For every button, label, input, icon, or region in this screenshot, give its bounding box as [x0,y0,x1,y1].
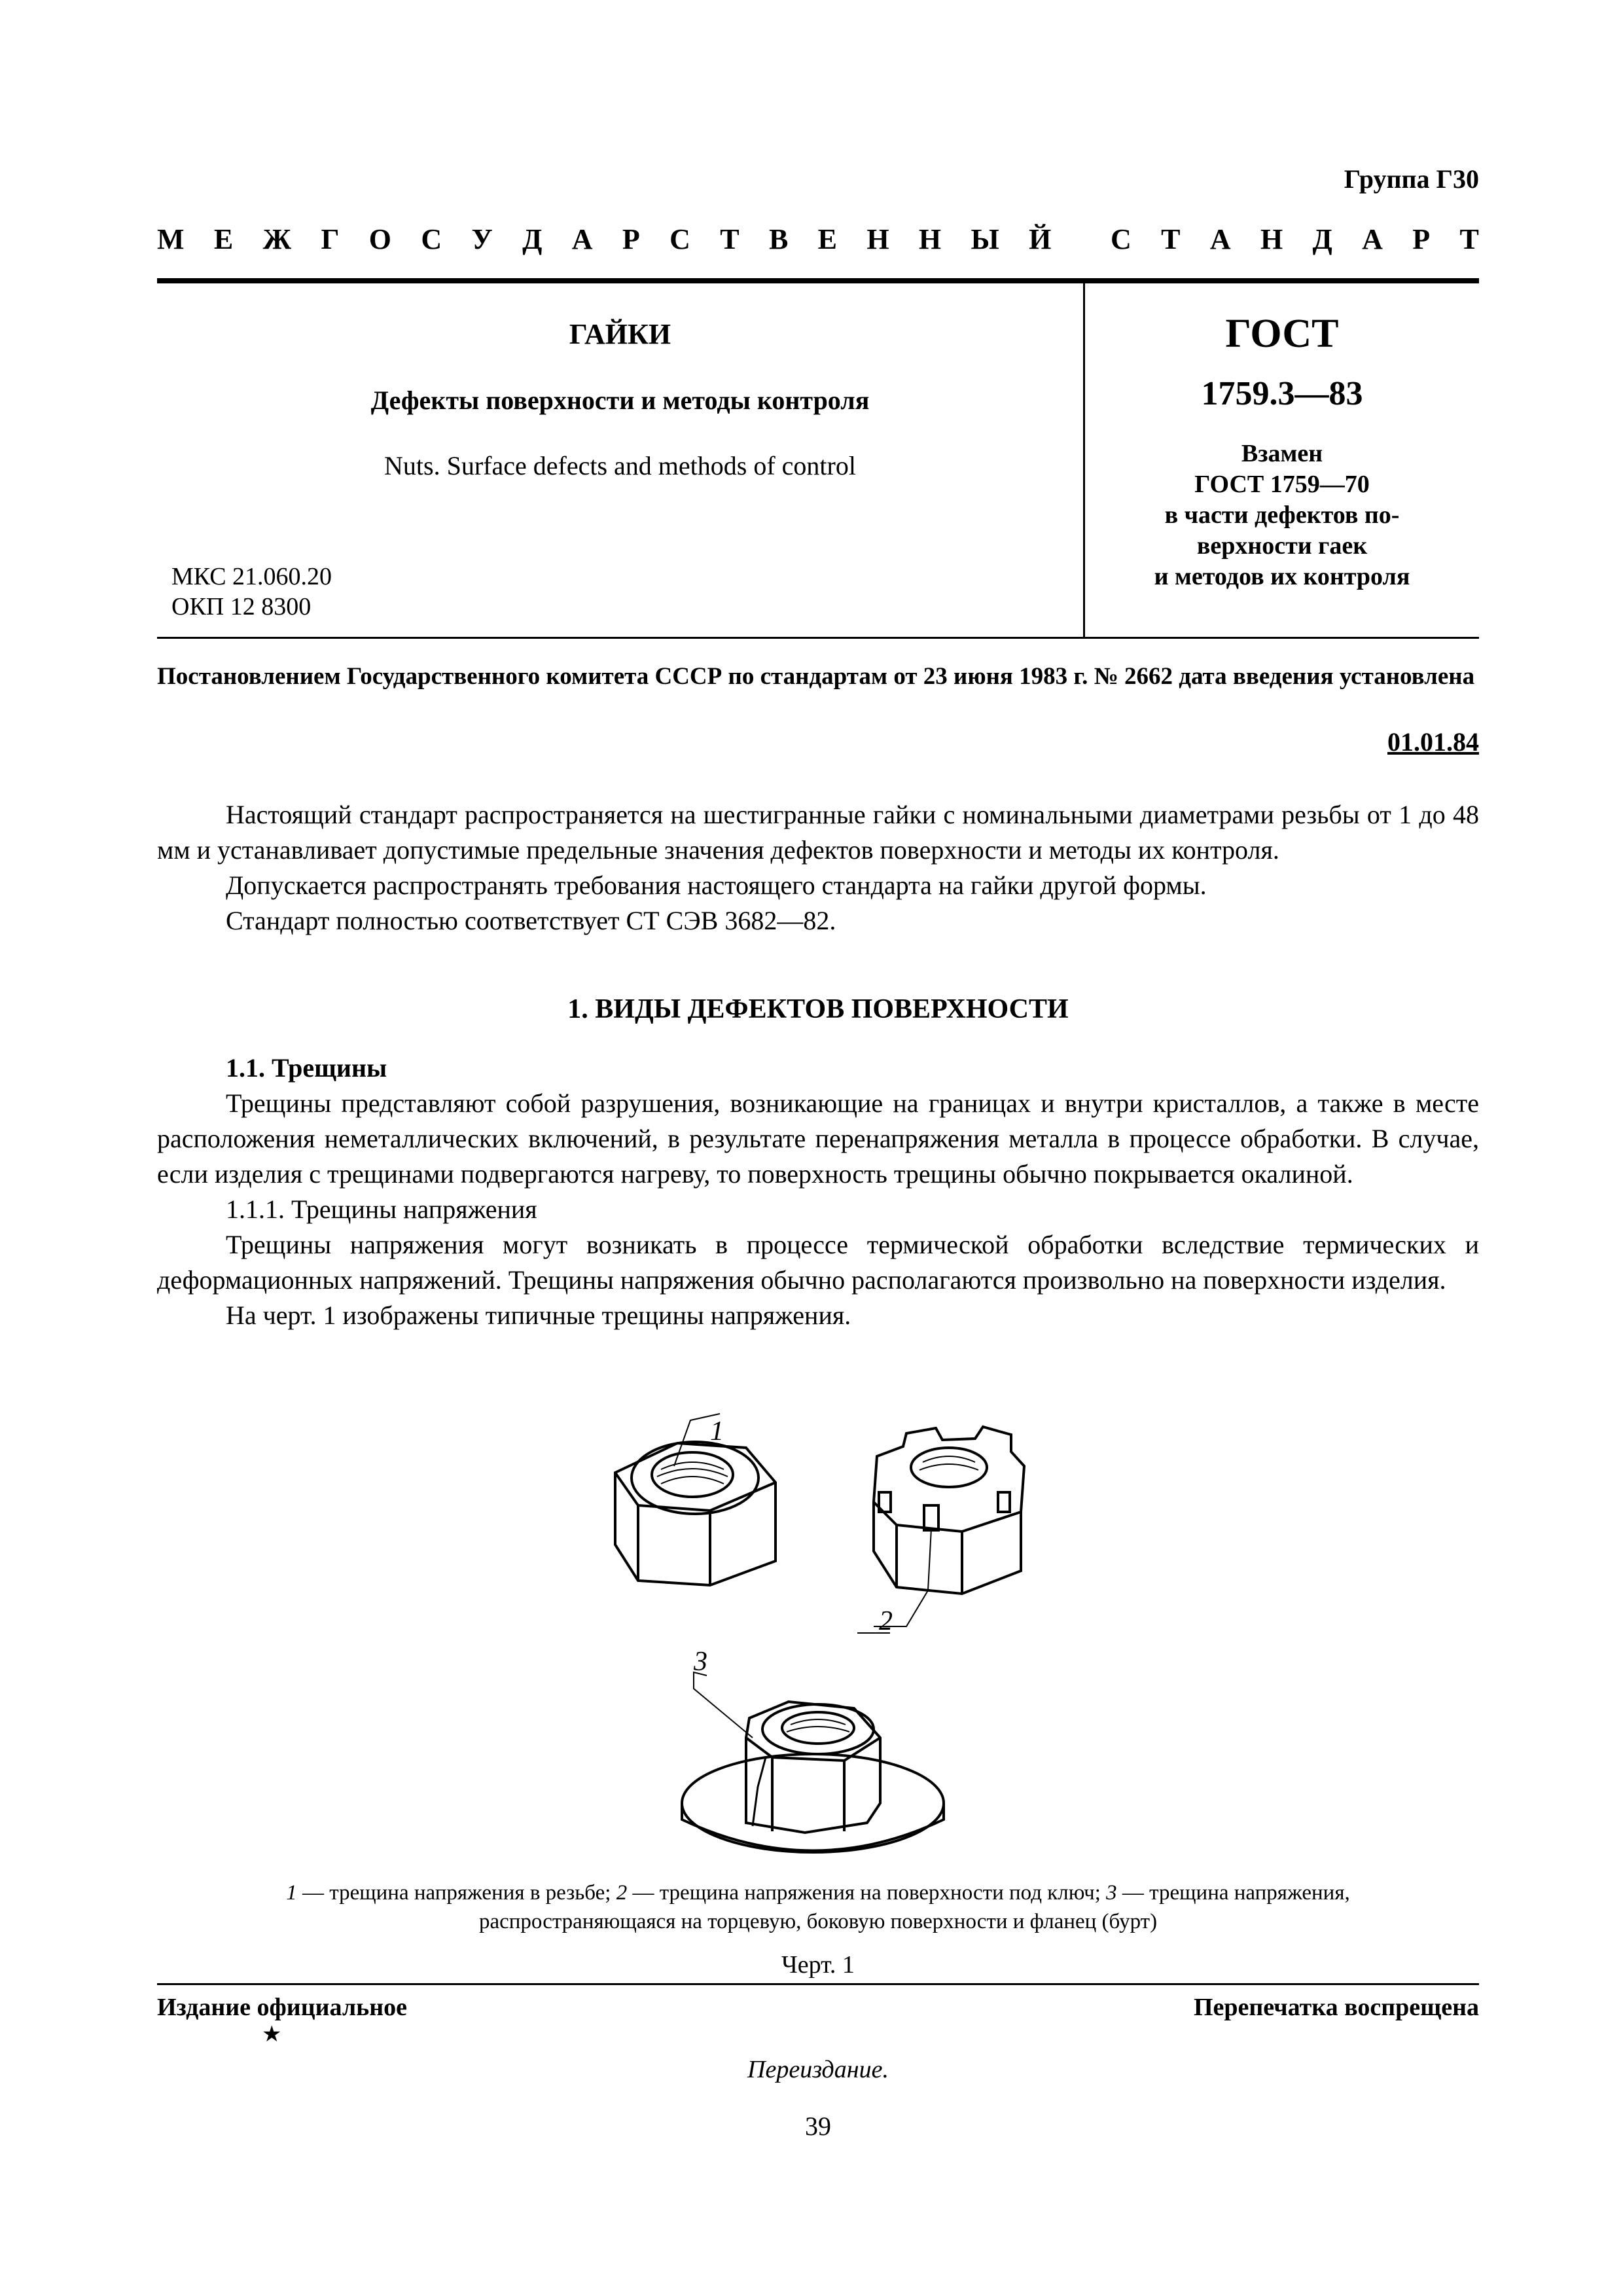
subsection-title: 1.1.1. Трещины напряжения [226,1194,537,1224]
hex-nut-drawing [615,1414,776,1585]
document-title-english: Nuts. Surface defects and methods of control [384,451,856,480]
header-rule-bottom [157,637,1479,639]
replacement-line: ГОСТ 1759—70 [1194,471,1370,498]
caption-num: 3 [1106,1881,1117,1905]
replacement-note [1085,439,1479,592]
star-icon: ★ [262,2022,282,2047]
replacement-line: и методов их контроля [1154,563,1410,590]
mks-code: МКС 21.060.20 [171,563,332,590]
paragraph: На черт. 1 изображены типичные трещины напряжения. [226,1300,851,1330]
castle-nut-drawing [874,1427,1024,1626]
banner-letter: Е [817,223,837,255]
callout-2: 2 [879,1606,893,1636]
paragraph: Трещины напряжения могут возникать в процессе термической обработки вследствие термических и деформационных напряжений. Трещины напряжения обычно располагаются произвольно на поверхности изделия. [157,1230,1479,1295]
banner-letter: Г [321,223,340,255]
page-number: 39 [805,2111,831,2141]
banner-letter: С [421,223,442,255]
classification-codes [171,562,332,622]
section-heading: 1. ВИДЫ ДЕФЕКТОВ ПОВЕРХНОСТИ [567,994,1069,1024]
banner-letter: Н [866,223,889,255]
banner-letter: С [669,223,690,255]
intro-block [157,797,1479,939]
decree-text: Постановлением Государственного комитета СССР по стандартам от 23 июня 1983 г. № 2662 дата введения установлена [157,663,1475,690]
banner-letter: Ж [262,223,292,255]
subsection-title: 1.1. Трещины [226,1053,387,1083]
paragraph: Настоящий стандарт распространяется на шестигранные гайки с номинальными диаметрами резьбы от 1 до 48 мм и устанавливает допустимые предельные значения дефектов поверхности и методы их контроля. [157,800,1479,865]
document-subtitle: Дефекты поверхности и методы контроля [370,386,870,415]
paragraph: Трещины представляют собой разрушения, возникающие на границах и внутри кристаллов, а также в месте расположения неметаллических включений, в результате перенапряжения металла в процессе обработки. В случае, если изделия с трещинами подвергаются нагреву, то поверхность трещины обычно покрывается окалиной. [157,1088,1479,1189]
banner-letter: С [1110,223,1132,255]
banner-letter: Д [522,223,543,255]
caption-line-1 [196,1878,1440,1907]
okp-code: ОКП 12 8300 [171,593,312,620]
figure-label: Черт. 1 [781,1951,855,1979]
gost-label: ГОСТ [1225,312,1339,356]
replacement-line: верхности гаек [1196,532,1368,560]
gost-number: 1759.3—83 [1201,375,1363,412]
reissue-note: Переиздание. [747,2056,889,2083]
banner-letter: Р [1412,223,1431,255]
banner-letter: А [571,223,593,255]
footer-rule [157,1983,1479,1985]
banner-letter: Т [1161,223,1181,255]
banner-letter: Й [1029,223,1052,255]
banner-letter: Ы [971,223,999,255]
interstate-standard-banner [157,223,1479,256]
nuts-drawing [157,1394,1479,1872]
figure-caption [196,1878,1440,1936]
banner-letter: А [1362,223,1383,255]
effective-date: 01.01.84 [1387,727,1479,757]
banner-letter: Н [1260,223,1283,255]
caption-text: — трещина напряжения, [1116,1881,1350,1905]
banner-letter: Е [213,223,234,255]
banner-letter: В [768,223,789,255]
callout-3: 3 [694,1647,707,1677]
paragraph: Допускается распространять требования настоящего стандарта на гайки другой формы. [226,870,1207,900]
caption-num: 1 [286,1881,297,1905]
replacement-line: в части дефектов по- [1164,501,1400,529]
callout-1: 1 [710,1416,724,1446]
header-rule-top [157,278,1479,283]
banner-letter: Т [720,223,740,255]
banner-letter: М [157,223,185,255]
banner-letter: Н [918,223,942,255]
section-body [157,1050,1479,1333]
caption-text: — трещина напряжения на поверхности под ключ; [627,1881,1107,1905]
caption-num: 2 [616,1881,628,1905]
banner-letter: А [1209,223,1231,255]
caption-text: — трещина напряжения в резьбе; [296,1881,616,1905]
reprint-prohibited: Перепечатка воспрещена [1193,1994,1479,2021]
banner-letter: Р [622,223,640,255]
banner-letter: Т [1459,223,1479,255]
document-title: ГАЙКИ [569,318,671,350]
caption-line-2: распространяющаяся на торцевую, боковую поверхности и фланец (бурт) [478,1910,1158,1933]
replacement-line: Взамен [1241,440,1323,467]
official-edition: Издание официальное [157,1994,408,2021]
flange-nut-drawing [682,1672,944,1852]
group-code: Группа Г30 [1344,164,1479,194]
banner-letter: У [471,223,493,255]
paragraph: Стандарт полностью соответствует СТ СЭВ 3682—82. [226,906,836,935]
banner-letter: О [368,223,392,255]
banner-letter: Д [1312,223,1332,255]
